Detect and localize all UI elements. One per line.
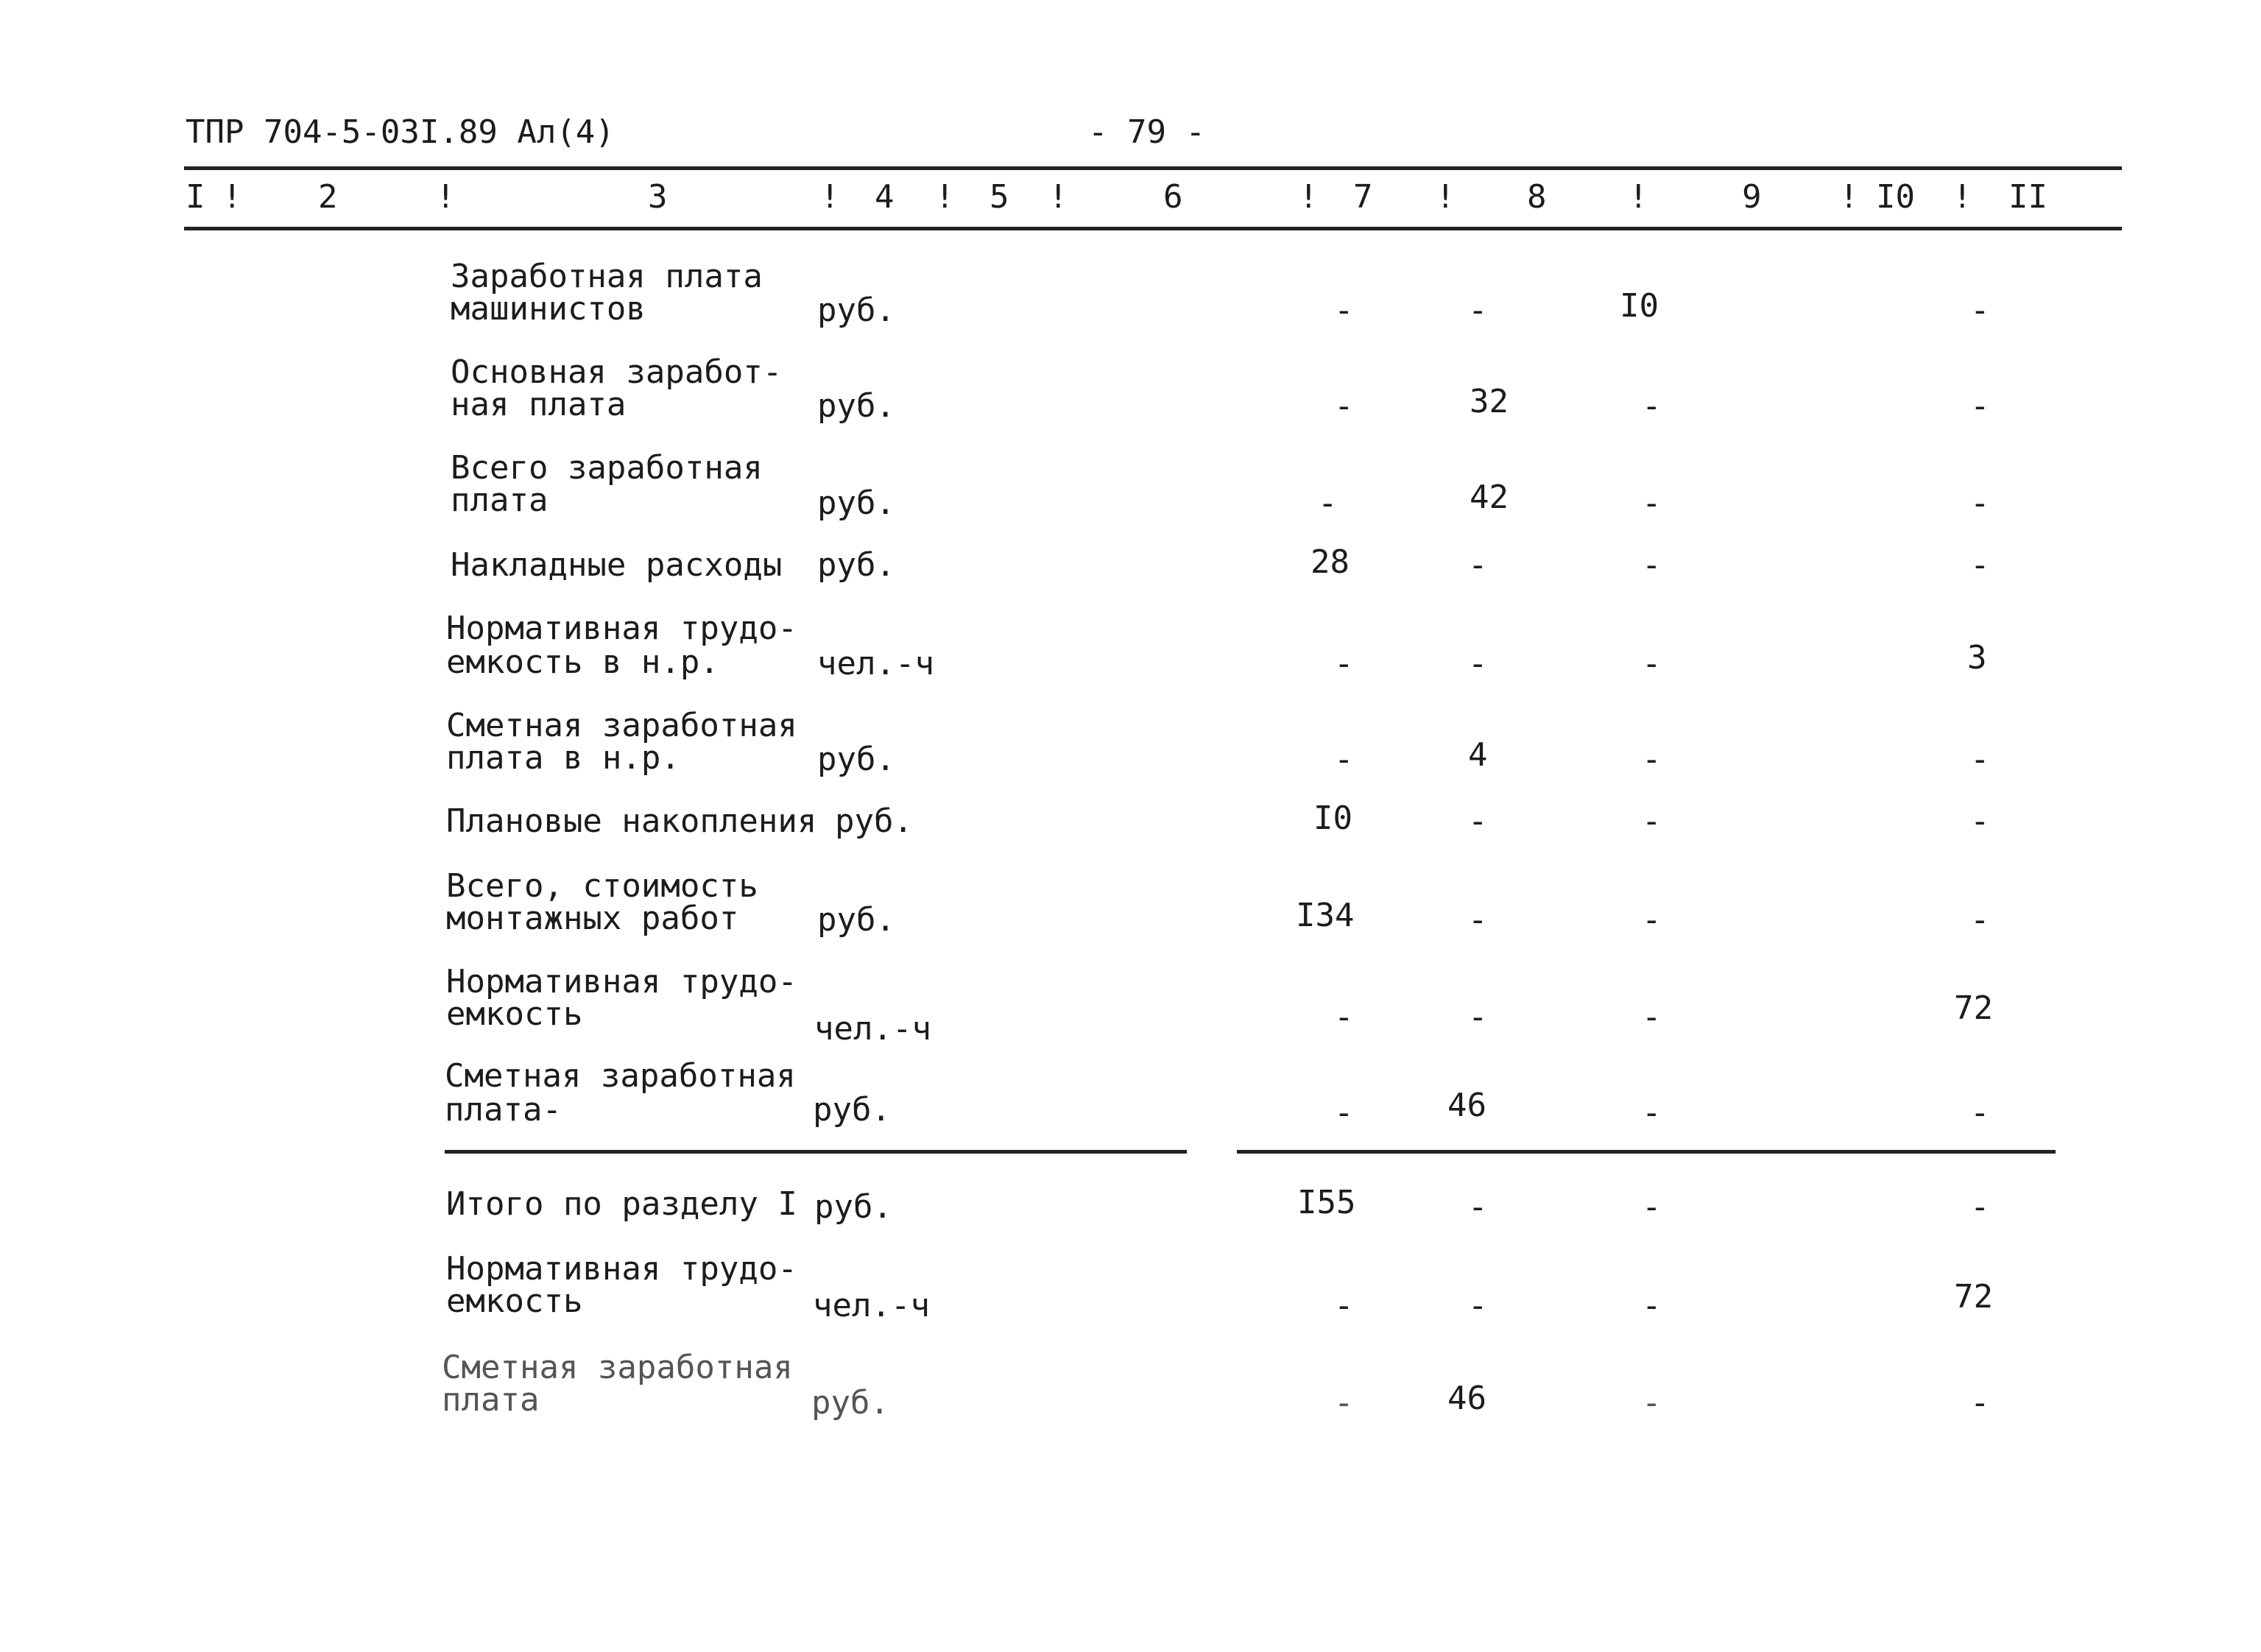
item-name-cont: плата	[442, 1381, 540, 1419]
unit: руб.	[817, 546, 895, 584]
item-name: Плановые накопления	[446, 802, 817, 840]
col-9-value: -	[1642, 998, 1662, 1036]
unit: руб.	[811, 1384, 889, 1422]
item-name: Всего, стоимость	[446, 867, 758, 905]
item-name: Сметная заработная	[442, 1349, 793, 1386]
item-name-cont: плата в н.р.	[446, 739, 680, 777]
document-code: ТПР 704-5-03I.89 Ал(4)	[186, 113, 615, 151]
col-separator: !	[436, 178, 456, 216]
unit: руб.	[817, 484, 895, 522]
unit: руб.	[813, 1091, 891, 1129]
col-11-value: -	[1970, 802, 1990, 840]
item-name: Сметная заработная	[446, 707, 797, 744]
item-name: Всего заработная	[451, 449, 763, 487]
col-7-value: -	[1334, 741, 1354, 778]
col-7-value: -	[1318, 484, 1338, 522]
col-9-value: -	[1642, 387, 1662, 425]
col-8-value: -	[1468, 802, 1488, 840]
col-7-value: 28	[1311, 543, 1350, 581]
col-separator: !	[1629, 178, 1648, 216]
col-7-value: -	[1334, 998, 1354, 1036]
col-7-value: -	[1334, 387, 1354, 425]
col-4-label: 4	[875, 178, 895, 216]
col-11-value: 3	[1967, 639, 1987, 677]
item-name: Сметная заработная	[445, 1057, 796, 1095]
col-8-value: 46	[1447, 1380, 1486, 1417]
col-11-value: -	[1970, 484, 1990, 522]
col-7-value: -	[1334, 1287, 1354, 1324]
col-7-value: I34	[1296, 897, 1355, 934]
col-8-value: -	[1468, 292, 1488, 329]
col-9-value: -	[1642, 484, 1662, 522]
section-rule-right	[1237, 1150, 2056, 1154]
col-8-value: -	[1468, 645, 1488, 682]
col-11-value: 72	[1954, 989, 1993, 1027]
item-name-cont: монтажных работ	[446, 900, 739, 937]
section-rule-left	[445, 1150, 1187, 1154]
item-name-cont: ная плата	[451, 386, 627, 423]
col-9-value: -	[1642, 741, 1662, 778]
col-separator: !	[1953, 178, 1972, 216]
col-8-label: 8	[1527, 178, 1547, 216]
col-10-label: I0	[1876, 178, 1915, 216]
col-7-value: I0	[1313, 799, 1352, 837]
item-name: Итого по разделу I	[446, 1185, 797, 1223]
col-11-value: -	[1970, 901, 1990, 939]
col-9-value: -	[1642, 901, 1662, 939]
col-8-value: 4	[1468, 736, 1488, 774]
column-header-rule	[184, 227, 2122, 230]
col-11-label: II	[2008, 178, 2047, 216]
unit: чел.-ч	[813, 1287, 930, 1324]
col-9-label: 9	[1742, 178, 1762, 216]
col-9-value: -	[1642, 645, 1662, 682]
col-7-value: -	[1334, 292, 1354, 329]
top-rule	[184, 166, 2122, 170]
item-name-cont: машинистов	[451, 290, 646, 328]
col-11-value: -	[1970, 1384, 1990, 1422]
col-8-value: -	[1468, 901, 1488, 939]
col-11-value: -	[1970, 1188, 1990, 1226]
item-name: Нормативная трудо-	[446, 963, 797, 1000]
col-11-value: -	[1970, 546, 1990, 584]
unit: руб.	[817, 741, 895, 778]
col-8-value: -	[1468, 1188, 1488, 1226]
col-2-label: 2	[318, 178, 338, 216]
col-3-label: 3	[648, 178, 668, 216]
item-name-cont: плата-	[445, 1091, 562, 1129]
col-5-label: 5	[990, 178, 1009, 216]
unit: руб.	[835, 802, 913, 840]
col-9-value: -	[1642, 802, 1662, 840]
col-8-value: -	[1468, 1287, 1488, 1324]
item-name: Основная заработ-	[451, 353, 783, 391]
col-separator: !	[222, 178, 242, 216]
col-separator: !	[1299, 178, 1319, 216]
col-11-value: -	[1970, 387, 1990, 425]
col-separator: !	[935, 178, 955, 216]
col-separator: !	[1436, 178, 1456, 216]
col-9-value: -	[1642, 1188, 1662, 1226]
item-name-cont: емкость	[446, 1282, 583, 1320]
item-name: Заработная плата	[451, 258, 763, 295]
item-name-cont: емкость	[446, 995, 583, 1033]
unit: руб.	[817, 387, 895, 425]
unit: руб.	[814, 1188, 892, 1226]
col-8-value: 42	[1470, 479, 1509, 516]
unit: руб.	[817, 901, 895, 939]
col-separator: !	[1839, 178, 1859, 216]
col-8-value: -	[1468, 998, 1488, 1036]
col-7-value: -	[1334, 645, 1354, 682]
unit: чел.-ч	[814, 1010, 931, 1048]
unit: руб.	[817, 292, 895, 329]
col-7-value: I55	[1297, 1184, 1356, 1221]
col-9-value: -	[1642, 546, 1662, 584]
col-7-value: -	[1334, 1094, 1354, 1132]
item-name-cont: емкость в н.р.	[446, 643, 719, 681]
item-name: Нормативная трудо-	[446, 610, 797, 647]
col-8-value: -	[1468, 546, 1488, 584]
col-6-label: 6	[1163, 178, 1183, 216]
page-number: - 79 -	[1088, 113, 1205, 151]
col-9-value: I0	[1620, 287, 1659, 325]
col-8-value: 32	[1470, 383, 1509, 420]
col-9-value: -	[1642, 1094, 1662, 1132]
unit: чел.-ч	[817, 645, 934, 682]
col-11-value: -	[1970, 1094, 1990, 1132]
col-7-label: 7	[1353, 178, 1373, 216]
col-9-value: -	[1642, 1384, 1662, 1422]
col-7-value: -	[1334, 1384, 1354, 1422]
col-11-value: 72	[1954, 1278, 1993, 1316]
col-8-value: 46	[1447, 1087, 1486, 1124]
item-name: Накладные расходы	[451, 546, 783, 584]
col-1-label: I	[186, 178, 205, 216]
col-9-value: -	[1642, 1287, 1662, 1324]
col-11-value: -	[1970, 741, 1990, 778]
col-separator: !	[820, 178, 840, 216]
item-name-cont: плата	[451, 481, 549, 519]
item-name: Нормативная трудо-	[446, 1250, 797, 1288]
col-separator: !	[1048, 178, 1068, 216]
col-11-value: -	[1970, 292, 1990, 329]
